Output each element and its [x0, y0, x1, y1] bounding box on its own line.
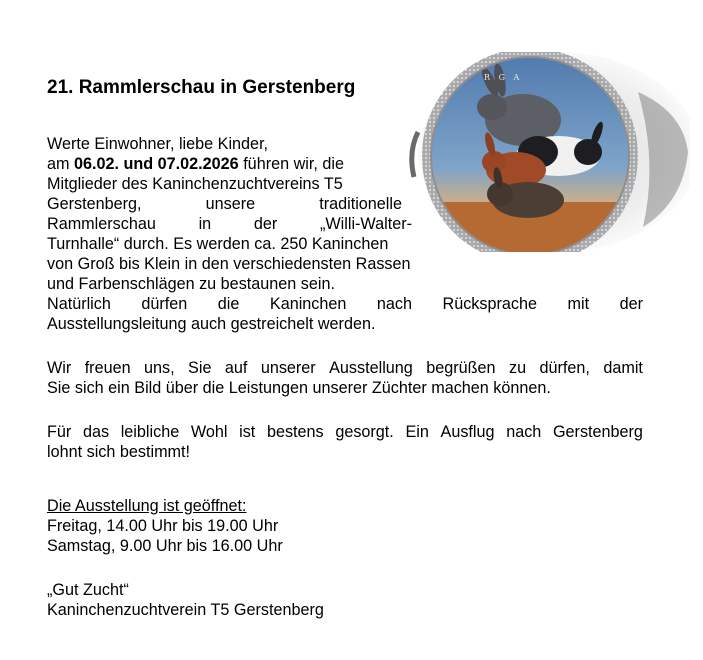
word: Gerstenberg, [47, 195, 142, 213]
word: Ein [405, 423, 429, 441]
word: der [253, 215, 278, 233]
rabbit-medal-image [408, 52, 690, 252]
word: nach [376, 295, 413, 313]
word: Rücksprache [442, 295, 537, 313]
dates-prefix: am [47, 155, 70, 173]
word: in [198, 215, 212, 233]
word: dürfen, [539, 359, 590, 377]
word: begrüßen [426, 359, 496, 377]
word: Ausflug [440, 423, 495, 441]
body-line: lohnt sich bestimmt! [47, 443, 191, 461]
event-dates: 06.02. und 07.02.2026 [74, 155, 239, 173]
word: Sie [188, 359, 212, 377]
word: Rammlerschau [47, 215, 156, 233]
justified-line [47, 358, 643, 378]
motto: „Gut Zucht“ [47, 581, 129, 599]
body-line: Mitglieder des Kaninchenzuchtvereins T5 [47, 175, 343, 193]
word: ist [239, 423, 256, 441]
medal-ring [412, 132, 418, 177]
dates-suffix: führen wir, die [243, 155, 344, 173]
dates-line [47, 154, 344, 174]
body-line: Ausstellungsleitung auch gestreichelt werden. [47, 315, 376, 333]
word: leibliche [120, 423, 180, 441]
word: „Willi-Walter- [319, 215, 412, 233]
word: mit [567, 295, 590, 313]
word: Ausstellung [329, 359, 413, 377]
body-line: und Farbenschlägen zu bestaunen sein. [47, 275, 335, 293]
justified-line [47, 422, 643, 442]
justified-line [47, 294, 643, 314]
body-line: Sie sich ein Bild über die Leistungen unserer Züchter machen können. [47, 379, 551, 397]
word: Natürlich [47, 295, 111, 313]
word: gesorgt. [335, 423, 394, 441]
word: freuen [84, 359, 131, 377]
word: Wir [47, 359, 72, 377]
word: zu [508, 359, 527, 377]
word: Für [47, 423, 72, 441]
word: die [217, 295, 240, 313]
hours-friday: Freitag, 14.00 Uhr bis 19.00 Uhr [47, 517, 279, 535]
word: dürfen [141, 295, 188, 313]
medal-inscription: R G A [484, 73, 523, 82]
word: nach [506, 423, 542, 441]
word: Gerstenberg [552, 423, 643, 441]
word: uns, [144, 359, 175, 377]
word: unsere [205, 195, 256, 213]
justified-line [47, 214, 412, 234]
word: traditionelle [319, 195, 402, 213]
page-title: 21. Rammlerschau in Gerstenberg [47, 77, 356, 98]
hours-heading: Die Ausstellung ist geöffnet: [47, 497, 247, 515]
word: der [619, 295, 643, 313]
greeting-line: Werte Einwohner, liebe Kinder, [47, 135, 269, 153]
word: unserer [260, 359, 316, 377]
hours-saturday: Samstag, 9.00 Uhr bis 16.00 Uhr [47, 537, 283, 555]
justified-line [47, 194, 402, 214]
club-name: Kaninchenzuchtverein T5 Gerstenberg [47, 601, 324, 619]
word: das [82, 423, 110, 441]
word: bestens [266, 423, 324, 441]
word: damit [603, 359, 643, 377]
word: Kaninchen [269, 295, 347, 313]
word: auf [224, 359, 248, 377]
word: Wohl [190, 423, 228, 441]
body-line: von Groß bis Klein in den verschiedensten Rassen [47, 255, 411, 273]
body-line: Turnhalle“ durch. Es werden ca. 250 Kaninchen [47, 235, 389, 253]
